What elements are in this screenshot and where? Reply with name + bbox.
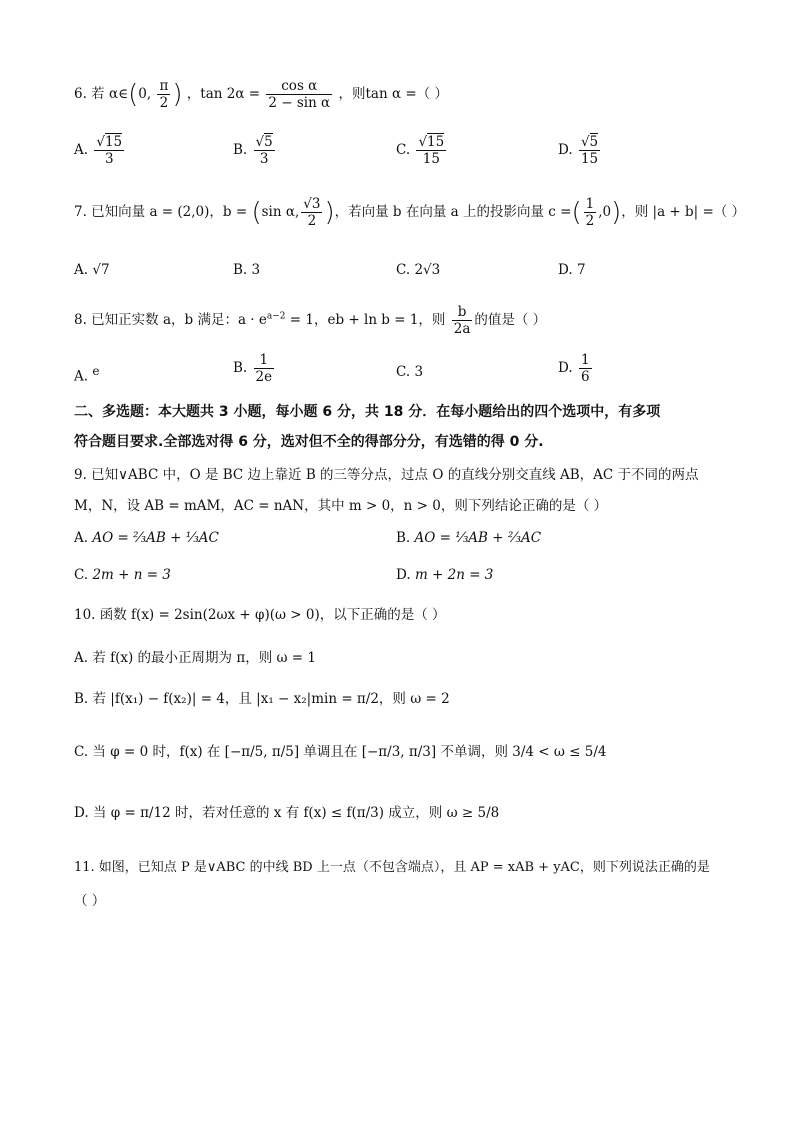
- q9-option-a: A. AO = ⅔AB + ⅓AC: [74, 530, 219, 546]
- q7-option-d: D. 7: [558, 262, 586, 278]
- q8-option-c: C. 3: [396, 364, 424, 380]
- q9-stem-line2: M，N，设 AB = mAM，AC = nAN，其中 m > 0，n > 0，则下列结论正确的是（ ）: [74, 498, 608, 514]
- q11-stem-line2: （ ）: [74, 893, 106, 909]
- q6-option-d: D. $\frac{√5}{15}$: [558, 134, 599, 167]
- q7-option-b: B. 3: [233, 262, 261, 278]
- q7-stem: 7. 已知向量 a = (2,0)，b = (sin α, $\frac{√3}{2}$ )，若向量 b 在向量 a 上的投影向量 c =( $\frac{1}{2}$ ,0)，则 |a + b| =（ ）: [74, 196, 746, 229]
- q6-stem: 6. 若 α∈(0, $\frac{\pi}{2}$ ) ，tan 2α = $\frac{\text{cos α}}{\text{2 − sin α}}$ ，则tan α =（ ）: [74, 78, 448, 111]
- q9-option-b: B. AO = ⅓AB + ⅔AC: [396, 530, 542, 546]
- q6-fraction: $\frac{\text{cos α}}{\text{2 − sin α}}$: [268, 78, 331, 111]
- q6-tan: ，tan 2α =: [186, 86, 261, 102]
- q10-option-d: D. 当 φ = π/12 时，若对任意的 x 有 f(x) ≤ f(π/3) 成立，则 ω ≥ 5/8: [74, 805, 500, 821]
- q10-stem: 10. 函数 f(x) = 2sin(2ωx + φ)(ω > 0)，以下正确的是（ ）: [74, 607, 446, 623]
- q6-cond: α∈: [108, 86, 129, 102]
- q10-option-b: B. 若 |f(x₁) − f(x₂)| = 4，且 |x₁ − x₂|min = π/2，则 ω = 2: [74, 691, 450, 707]
- q6-tail: ，则tan α =（ ）: [338, 86, 448, 102]
- q7-option-a: A. √7: [74, 262, 110, 278]
- section2-instructions: 符合题目要求.全部选对得 6 分，选对但不全的得部分分，有选错的得 0 分.: [74, 434, 544, 450]
- q7-option-c: C. 2√3: [396, 262, 441, 278]
- q9-option-d: D. m + 2n = 3: [396, 567, 494, 583]
- q6-option-c: C. $\frac{√15}{15}$: [396, 134, 445, 167]
- q9-stem-line1: 9. 已知∨ABC 中，O 是 BC 边上靠近 B 的三等分点，过点 O 的直线分别交直线 AB，AC 于不同的两点: [74, 467, 699, 483]
- q9-option-c: C. 2m + n = 3: [74, 567, 171, 583]
- q6-pi-over-2: $\frac{\pi}{2}$: [159, 78, 169, 111]
- q8-stem: 8. 已知正实数 a，b 满足：$a \cdot e^{a-2} = 1$，eb + ln b = 1，则 $\frac{b}{2a}$ 的值是（ ）: [74, 304, 547, 337]
- q6-option-b: B. $\frac{√5}{3}$: [233, 134, 273, 167]
- q10-option-a: A. 若 f(x) 的最小正周期为 π，则 ω = 1: [74, 650, 317, 666]
- q6-label: 6. 若: [74, 86, 105, 102]
- q8-option-a: A. e: [74, 364, 100, 385]
- q10-option-c: C. 当 φ = 0 时，f(x) 在 [−π/5, π/5] 单调且在 [−π/3, π/3] 不单调，则 3/4 < ω ≤ 5/4: [74, 744, 607, 760]
- q6-option-a: A. $\frac{√15}{3}$: [74, 134, 123, 167]
- q11-stem-line1: 11. 如图，已知点 P 是∨ABC 的中线 BD 上一点（不包含端点），且 AP = xAB + yAC，则下列说法正确的是: [74, 860, 710, 875]
- q8-option-b: B. $\frac{1}{2e}$: [233, 352, 273, 385]
- q8-option-d: D. $\frac{1}{6}$: [558, 352, 590, 385]
- section2-heading: 二、多选题：本大题共 3 小题，每小题 6 分，共 18 分．在每小题给出的四个选项中，有多项: [74, 404, 661, 420]
